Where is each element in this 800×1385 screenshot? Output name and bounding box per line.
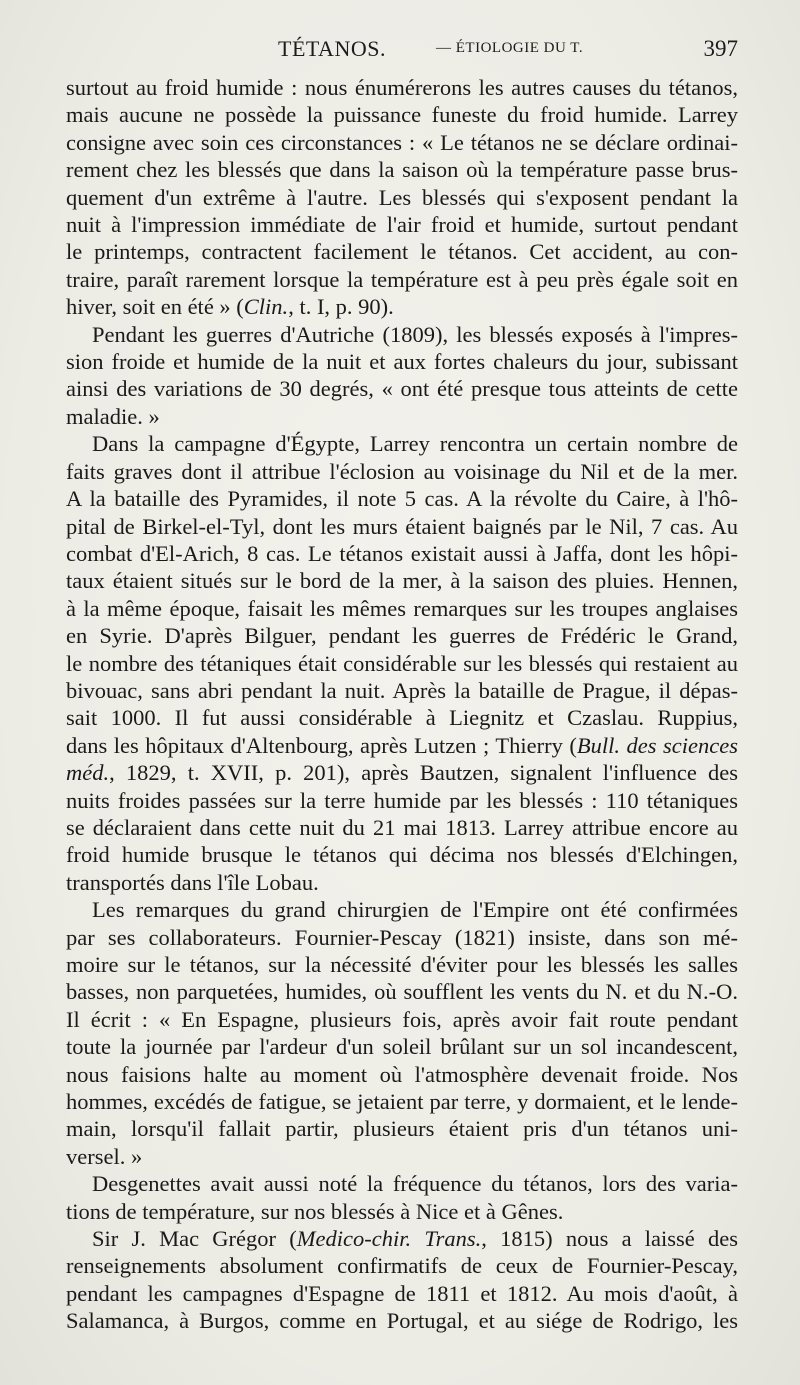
text-line: surtout au froid humide : nous énumérerons les autres causes du tétanos, [66, 75, 738, 100]
text-line: en Syrie. D'après Bilguer, pendant les guerres de Frédéric le Grand, [66, 623, 738, 649]
text-line: maladie. » [66, 403, 160, 429]
text-line: mais aucune ne possède la puissance funeste du froid humide. Larrey [66, 102, 738, 128]
text-line: nuit à l'impression immédiate de l'air froid et humide, surtout pendant [66, 212, 738, 238]
text-line: toute la journée par l'ardeur d'un soleil brûlant sur un sol incandescent, [66, 1034, 738, 1060]
text-line: bivouac, sans abri pendant la nuit. Après la bataille de Prague, il dépas- [66, 677, 738, 703]
text-segment: , 1815) nous a laissé des [481, 1226, 738, 1252]
paragraph [66, 430, 738, 896]
text-line: Il écrit : « En Espagne, plusieurs fois, après avoir fait route pendant [66, 1006, 738, 1032]
text-line: à la même époque, faisait les mêmes remarques sur les troupes anglaises [66, 595, 738, 621]
text-line: quement d'un extrême à l'autre. Les blessés qui s'exposent pendant la [66, 184, 738, 210]
text-line: nuits froides passées sur la terre humide par les blessés : 110 tétaniques [66, 787, 738, 813]
text-segment: hiver, soit en été » ( [66, 294, 244, 320]
text-line: le nombre des tétaniques était considérable sur les blessés qui restaient au [66, 650, 738, 676]
running-title: TÉTANOS. [278, 36, 386, 61]
text-line: Pendant les guerres d'Autriche (1809), les blessés exposés à l'impres- [92, 321, 738, 347]
running-header [66, 36, 738, 66]
text-line: traire, paraît rarement lorsque la température est à peu près égale soit en [66, 266, 738, 292]
text-line: transportés dans l'île Lobau. [66, 869, 319, 895]
text-line: versel. » [66, 1143, 143, 1169]
text-line: sait 1000. Il fut aussi considérable à Liegnitz et Czaslau. Ruppius, [66, 705, 738, 731]
text-line [66, 293, 738, 320]
text-line: pendant les campagnes d'Espagne de 1811 et 1812. Au mois d'août, à [66, 1280, 738, 1306]
paragraph [66, 896, 738, 1170]
text-line: main, lorsqu'il fallait partir, plusieurs étaient pris d'un tétanos uni- [66, 1116, 738, 1142]
text-line: se déclaraient dans cette nuit du 21 mai 1813. Larrey attribue encore au [66, 814, 738, 840]
text-segment: , 1829, t. XVII, p. 201), après Bautzen, signalent l'influence des [109, 760, 738, 786]
citation-title: Bull. des sciences [576, 732, 738, 758]
text-line: rement chez les blessés que dans la saison où la température passe brus- [66, 157, 738, 183]
text-line: hommes, excédés de fatigue, se jetaient par terre, y dormaient, et le lende- [66, 1089, 738, 1115]
text-line [66, 1225, 738, 1252]
text-segment: dans les hôpitaux d'Altenbourg, après Lutzen ; Thierry ( [66, 732, 577, 758]
citation-title: Clin. [243, 294, 289, 320]
text-line [66, 759, 738, 786]
text-line: basses, non parquetées, humides, où soufflent les vents du N. et du N.-O. [66, 979, 738, 1005]
text-line: froid humide brusque le tétanos qui décima nos blessés d'Elchingen, [66, 842, 738, 868]
text-line: Salamanca, à Burgos, comme en Portugal, et au siége de Rodrigo, les [66, 1308, 738, 1334]
text-segment: Sir J. Mac Grégor ( [92, 1226, 297, 1252]
paragraph [66, 321, 738, 431]
text-line: A la bataille des Pyramides, il note 5 cas. A la révolte du Caire, à l'hô- [66, 486, 738, 512]
text-line: consigne avec soin ces circonstances : « Le tétanos ne se déclare ordinai- [66, 129, 738, 155]
paragraph [66, 1170, 738, 1225]
text-line: nous faisions halte au moment où l'atmosphère devenait froide. Nos [66, 1061, 738, 1087]
paragraph [66, 1225, 738, 1335]
text-line: Desgenettes avait aussi noté la fréquence du tétanos, lors des varia- [92, 1171, 738, 1197]
text-line: sion froide et humide de la nuit et aux fortes chaleurs du jour, subissant [66, 349, 738, 375]
text-line: faits graves dont il attribue l'éclosion au voisinage du Nil et de la mer. [66, 458, 738, 484]
text-line: renseignements absolument confirmatifs de ceux de Fournier-Pescay, [66, 1253, 738, 1279]
text-line: Les remarques du grand chirurgien de l'Empire ont été confirmées [92, 897, 738, 923]
paragraph [66, 74, 738, 321]
citation-title: méd. [66, 760, 110, 786]
body-text [66, 74, 738, 1335]
text-line: tions de température, sur nos blessés à Nice et à Gênes. [66, 1198, 564, 1224]
text-line: taux étaient situés sur le bord de la mer, à la saison des pluies. Hennen, [66, 568, 738, 594]
text-line: le printemps, contractent facilement le tétanos. Cet accident, au con- [66, 239, 738, 265]
text-line: Dans la campagne d'Égypte, Larrey rencontra un certain nombre de [92, 431, 738, 457]
text-segment: , t. I, p. 90). [288, 294, 394, 320]
page-number: 397 [703, 36, 738, 61]
citation-title: Medico-chir. Trans. [296, 1226, 482, 1252]
text-line: par ses collaborateurs. Fournier-Pescay (1821) insiste, dans son mé- [66, 924, 738, 950]
text-line [66, 732, 738, 759]
running-subtitle: — ÉTIOLOGIE DU T. [436, 40, 584, 56]
text-line: moire sur le tétanos, sur la nécessité d'éviter pour les blessés les salles [66, 952, 738, 977]
text-line: ainsi des variations de 30 degrés, « ont été presque tous atteints de cette [66, 376, 738, 402]
text-line: combat d'El-Arich, 8 cas. Le tétanos existait aussi à Jaffa, dont les hôpi- [66, 540, 738, 566]
text-line: pital de Birkel-el-Tyl, dont les murs étaient baignés par le Nil, 7 cas. Au [66, 513, 738, 539]
